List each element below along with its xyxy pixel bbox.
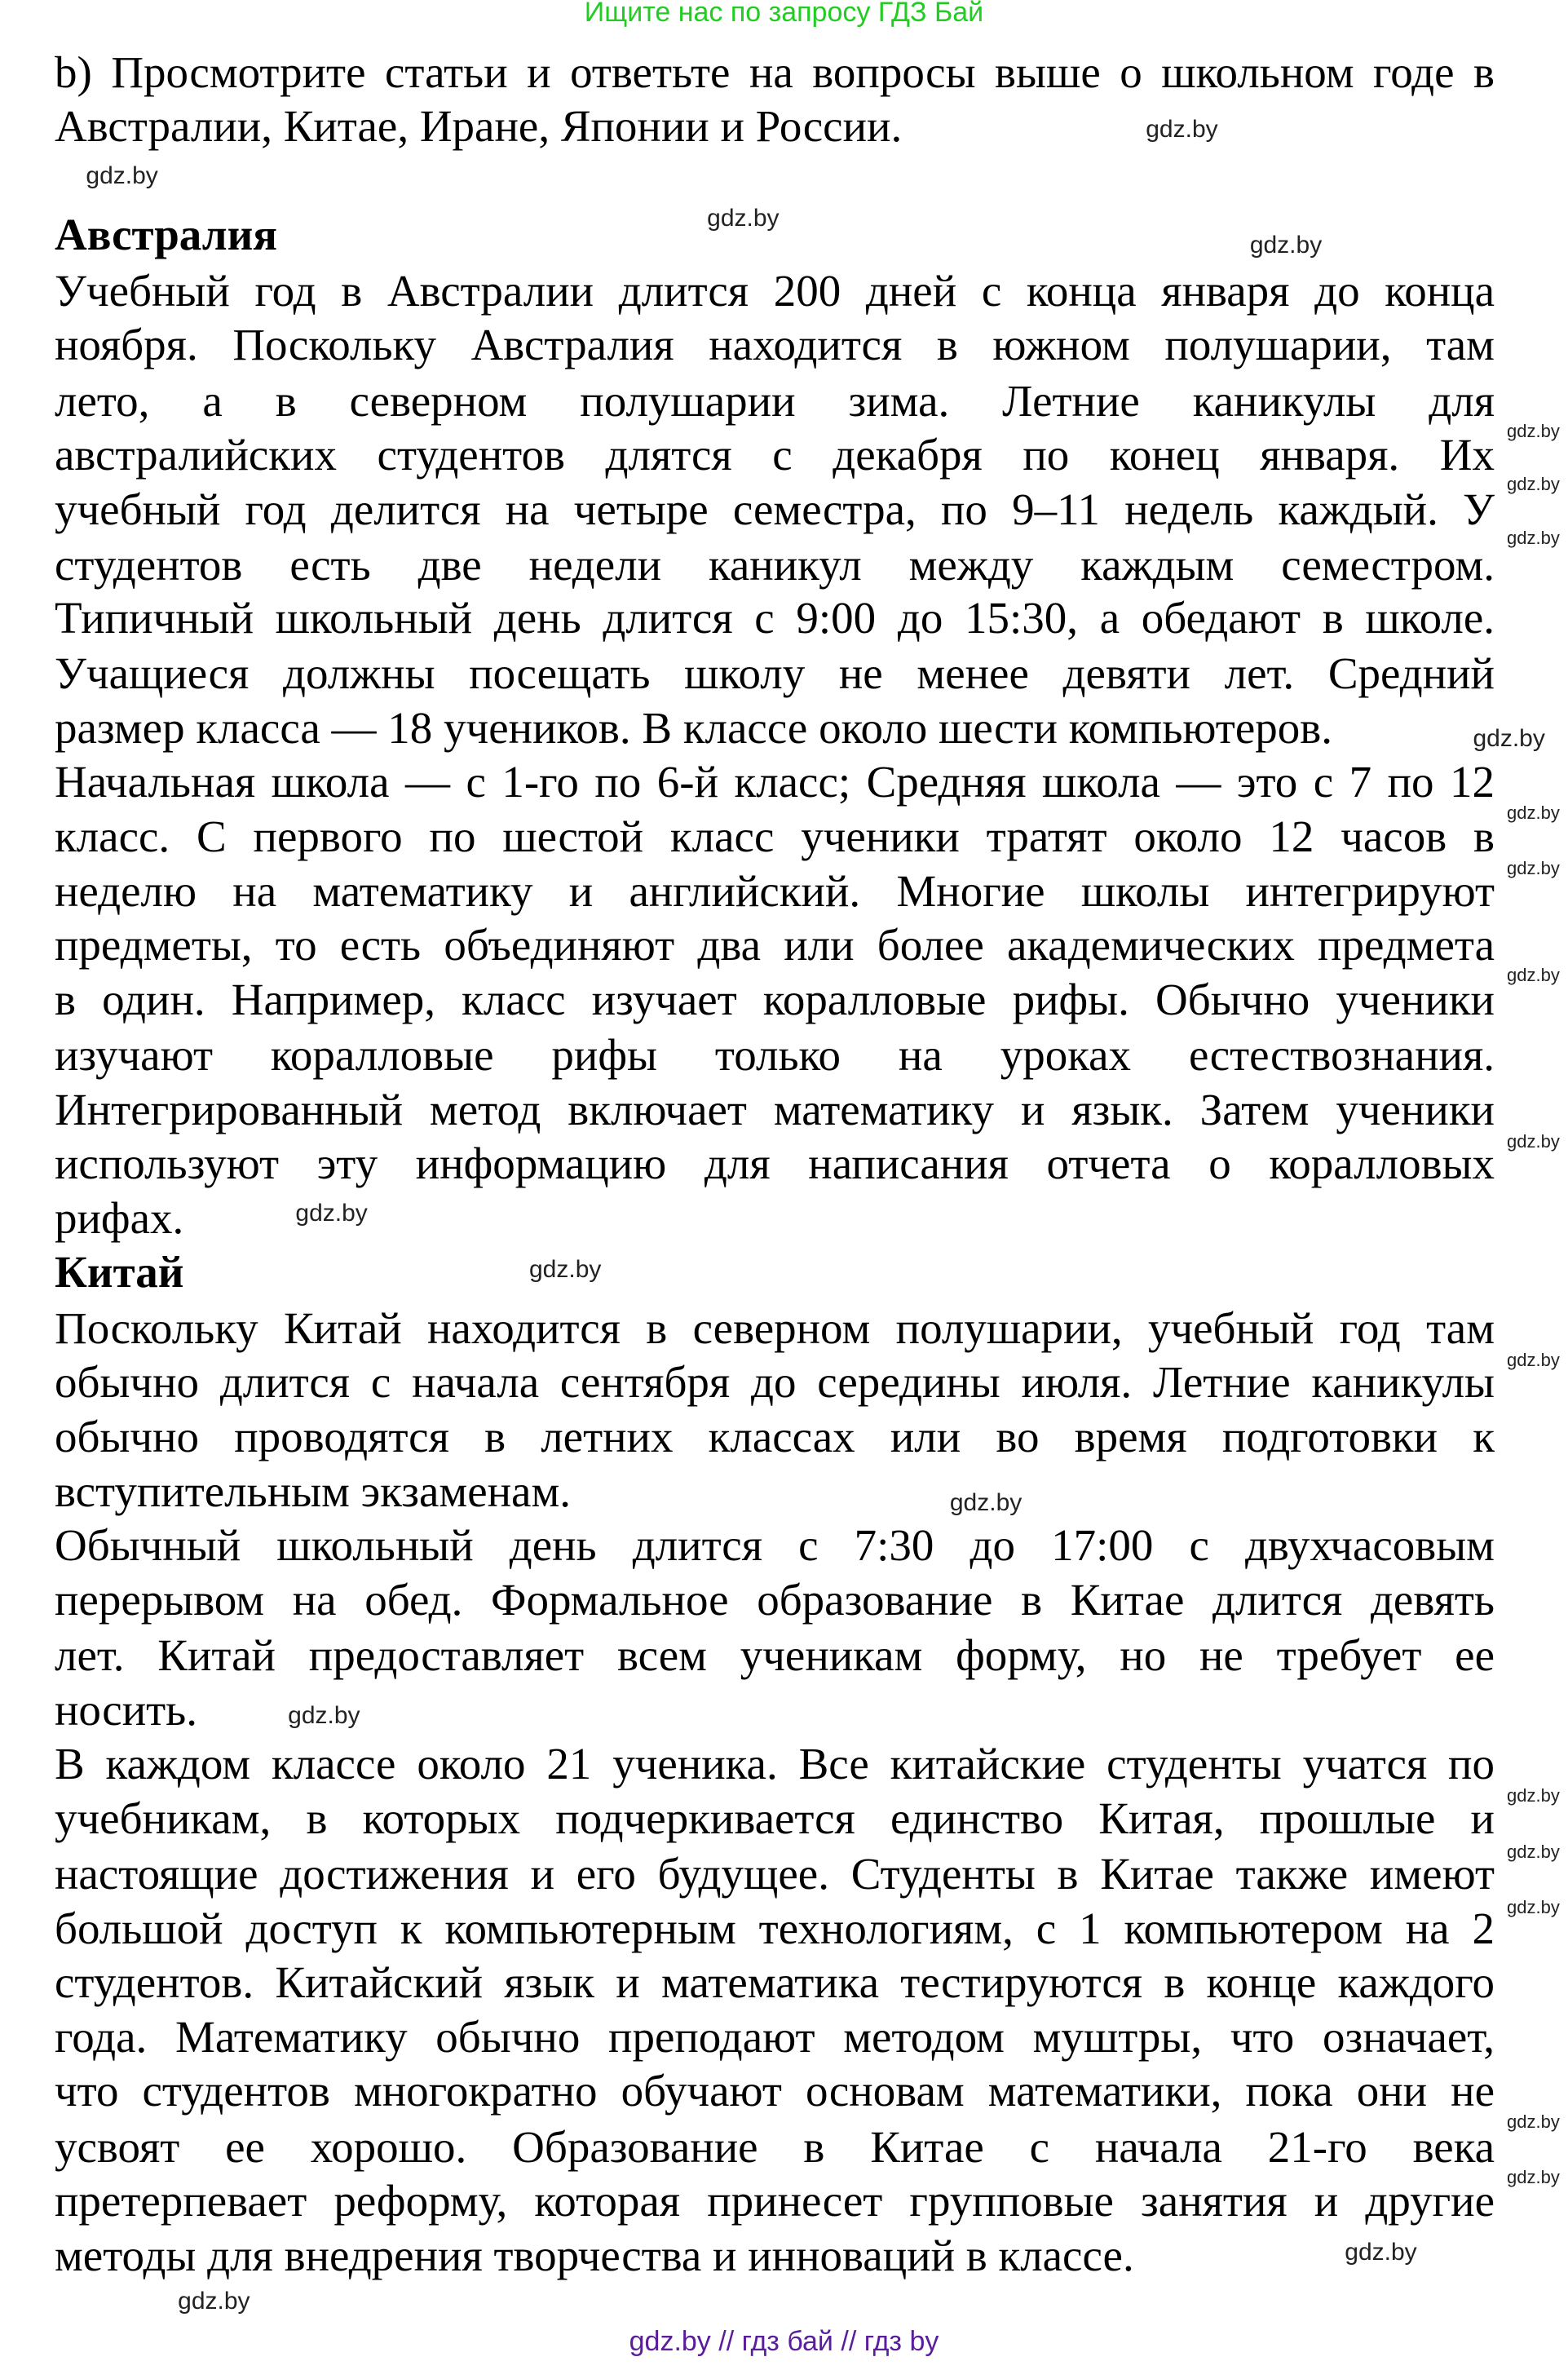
text-line: перерывом на обед. Формальное образование в Китае длится девять [55,1574,1495,1625]
watermark: gdz.by [1507,1841,1560,1862]
watermark: gdz.by [295,1200,368,1227]
text-line: что студентов многократно обучают основам математики, пока они не [55,2066,1495,2116]
watermark: gdz.by [86,162,158,190]
watermark: gdz.by [1507,1130,1560,1152]
text-line: большой доступ к компьютерным технологиям, с 1 компьютером на 2 [55,1903,1495,1953]
text-line: настоящие достижения и его будущее. Студенты в Китае также имеют [55,1849,1495,1899]
watermark: gdz.by [1507,1896,1560,1917]
search-banner: Ищите нас по запросу ГДЗ Бай [584,0,984,28]
watermark: gdz.by [1146,116,1218,143]
watermark: gdz.by [1507,858,1560,879]
text-line: класс. С первого по шестой класс ученики тратят около 12 часов в [55,811,1495,862]
watermark: gdz.by [1507,528,1560,549]
text-line: усвоят ее хорошо. Образование в Китае с начала 21-го века [55,2121,1495,2172]
watermark: gdz.by [1345,2239,1417,2266]
watermark: gdz.by [1507,473,1560,494]
text-line: ноября. Поскольку Австралия находится в южном полушарии, там [55,320,1495,370]
watermark: gdz.by [528,1255,602,1283]
text-line: предметы, то есть объединяют два или более академических предмета [55,920,1495,971]
text-line: Типичный школьный день длится с 9:00 до 15:30, а обедают в школе. [55,592,1495,643]
watermark: gdz.by [707,205,780,232]
text-line: неделю на математику и английский. Многие школы интегрируют [55,865,1495,916]
text-line: используют эту информацию для написания отчета о коралловых [55,1139,1495,1189]
text-line: студентов есть две недели каникул между каждым семестром. [55,540,1495,590]
text-line: размер класса — 18 учеников. В классе около шести компьютеров. [55,702,1332,753]
text-line: носить. [55,1684,198,1735]
text-line: В каждом классе около 21 ученика. Все китайские студенты учатся по [55,1739,1495,1789]
text-line: лето, а в северном полушарии зима. Летние каникулы для [55,375,1495,426]
text-line: обычно проводятся в летних классах или во время подготовки к [55,1411,1495,1461]
text-line: Обычный школьный день длится с 7:30 до 17:00 с двухчасовым [55,1520,1495,1571]
text-line: австралийских студентов длятся с декабря по конец января. Их [55,430,1495,480]
text-line: учебникам, в которых подчеркивается единство Китая, прошлые и [55,1793,1495,1843]
text-line: методы для внедрения творчества и инноваций в классе. [55,2230,1134,2280]
text-line: лет. Китай предоставляет всем ученикам форму, но не требует ее [55,1630,1495,1681]
watermark: gdz.by [1507,420,1560,441]
watermark: gdz.by [1507,1349,1560,1370]
text-line: Учебный год в Австралии длится 200 дней с конца января до конца [55,265,1495,316]
watermark: gdz.by [1507,802,1560,823]
watermark: gdz.by [1507,965,1560,986]
text-line: года. Математику обычно преподают методом муштры, что означает, [55,2011,1495,2062]
text-line: Австралии, Китае, Иране, Японии и России. [55,101,903,152]
text-line: обычно длится с начала сентября до середины июля. Летние каникулы [55,1357,1495,1408]
watermark: gdz.by [1473,725,1545,752]
text-line: претерпевает реформу, которая принесет групповые занятия и другие [55,2176,1495,2226]
watermark: gdz.by [288,1702,360,1730]
text-line: рифах. [55,1192,184,1243]
footer-banner: gdz.by // гдз бай // гдз by [629,2326,939,2357]
section-heading: Китай [55,1247,184,1298]
text-line: Начальная школа — с 1-го по 6-й класс; Средняя школа — это с 7 по 12 [55,757,1495,807]
watermark: gdz.by [1507,2111,1560,2132]
section-heading: Австралия [55,210,278,260]
text-line: вступительным экзаменам. [55,1466,572,1516]
text-line: в один. Например, класс изучает коралловые рифы. Обычно ученики [55,974,1495,1024]
watermark: gdz.by [1507,2166,1560,2187]
text-line: Интегрированный метод включает математику и язык. Затем ученики [55,1084,1495,1134]
text-line: Поскольку Китай находится в северном полушарии, учебный год там [55,1302,1495,1353]
text-line: студентов. Китайский язык и математика тестируются в конце каждого [55,1957,1495,2008]
watermark: gdz.by [1249,232,1323,259]
text-line: учебный год делится на четыре семестра, по 9–11 недель каждый. У [55,484,1495,534]
watermark: gdz.by [949,1489,1023,1517]
text-line: изучают коралловые рифы только на уроках естествознания. [55,1030,1495,1081]
text-line: b) Просмотрите статьи и ответьте на вопросы выше о школьном годе в [55,46,1495,97]
text-line: Учащиеся должны посещать школу не менее девяти лет. Средний [55,648,1495,699]
watermark: gdz.by [178,2287,250,2315]
watermark: gdz.by [1507,1785,1560,1806]
